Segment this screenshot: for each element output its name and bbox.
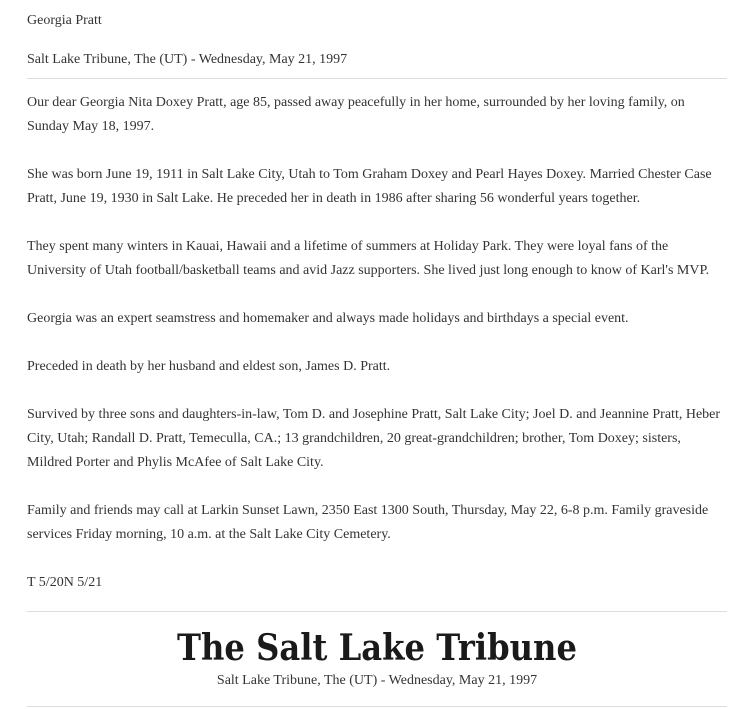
obituary-paragraph: Our dear Georgia Nita Doxey Pratt, age 85, passed away peacefully in her home, surrounded by her loving family, on Sunday May 18, 1997. bbox=[27, 95, 685, 134]
publication-source: Salt Lake Tribune, The (UT) - Wednesday, May 21, 1997 bbox=[27, 52, 348, 67]
footer bbox=[27, 622, 727, 690]
obituary-paragraph: Family and friends may call at Larkin Sunset Lawn, 2350 East 1300 South, Thursday, May 22, 6-8 p.m. Family graveside services Friday morning, 10 a.m. at the Salt Lake City Cemetery. bbox=[27, 503, 709, 542]
divider bbox=[27, 611, 727, 612]
masthead-text: The Salt Lake Tribune bbox=[177, 627, 577, 668]
obituary-name: Georgia Pratt bbox=[27, 13, 102, 28]
obituary-body bbox=[27, 91, 727, 619]
footer-publication-source: Salt Lake Tribune, The (UT) - Wednesday, May 21, 1997 bbox=[216, 673, 538, 688]
obituary-paragraph: Preceded in death by her husband and eldest son, James D. Pratt. bbox=[27, 359, 391, 374]
obituary-paragraph: Survived by three sons and daughters-in-law, Tom D. and Josephine Pratt, Salt Lake City; Joel D. and Jeannine Pratt, Heber City, Utah; Randall D. Pratt, Temeculla, CA.; 13 grandchildren, 20 great-grandchildren; brother, Tom Doxey; sisters, Mildred Porter and Phylis McAfee of Salt Lake City. bbox=[27, 407, 721, 470]
tribune-masthead-logo bbox=[167, 622, 587, 668]
divider bbox=[27, 78, 727, 79]
obituary-paragraph: Georgia was an expert seamstress and homemaker and always made holidays and birthdays a special event. bbox=[27, 311, 629, 326]
obituary-paragraph: They spent many winters in Kauai, Hawaii and a lifetime of summers at Holiday Park. They were loyal fans of the University of Utah football/basketball teams and avid Jazz supporters. She lived just long enough to know of Karl's MVP. bbox=[27, 239, 710, 278]
obituary-reference-code: T 5/20N 5/21 bbox=[27, 575, 103, 590]
obituary-paragraph: She was born June 19, 1911 in Salt Lake City, Utah to Tom Graham Doxey and Pearl Hayes Doxey. Married Chester Case Pratt, June 19, 1930 in Salt Lake. He preceded her in death in 1986 after sharing 56 wonderful years together. bbox=[27, 167, 712, 206]
divider bbox=[27, 706, 727, 707]
